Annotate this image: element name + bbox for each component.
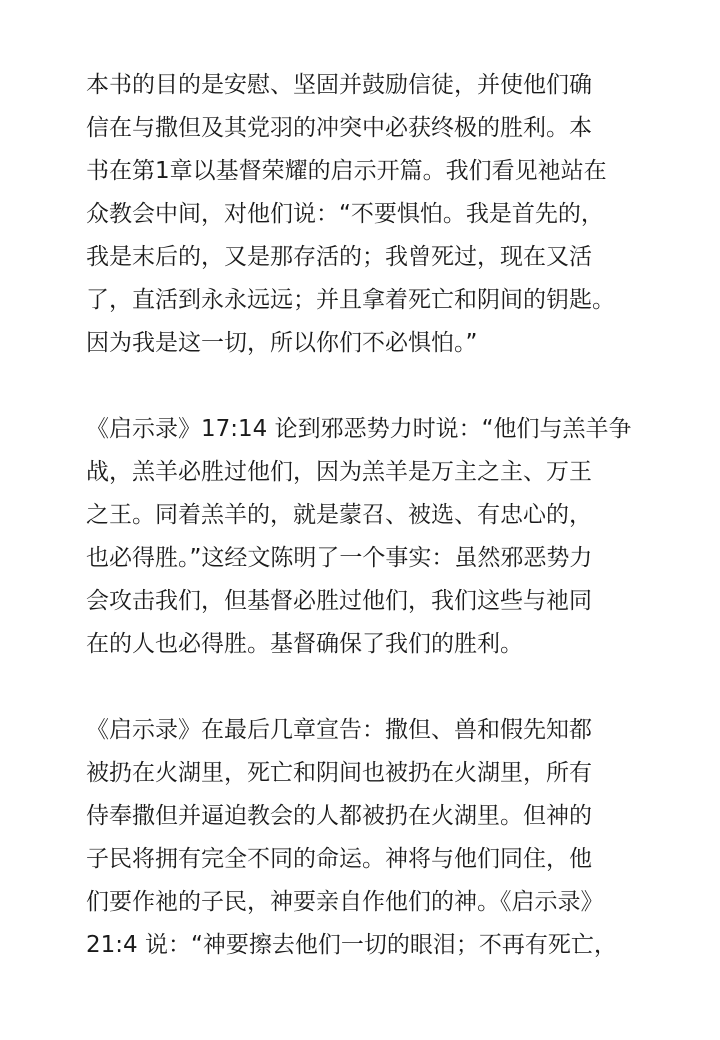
text-line: 因为我是这一切，所以你们不必惧怕。” [86, 330, 478, 356]
text-line: 我是末后的，又是那存活的；我曾死过，现在又活 [86, 244, 592, 270]
text-line: 书在第1章以基督荣耀的启示开篇。我们看见祂站在 [86, 158, 607, 184]
text-line: 战，羔羊必胜过他们，因为羔羊是万主之主、万王 [86, 459, 592, 485]
document-page [86, 64, 646, 1010]
text-line: 21:4 说：“神要擦去他们一切的眼泪；不再有死亡， [86, 932, 617, 958]
text-line: 也必得胜。”这经文陈明了一个事实：虽然邪恶势力 [86, 545, 593, 571]
text-line: 们要作祂的子民，神要亲自作他们的神。《启示录》 [86, 889, 604, 915]
text-line: 《启示录》17:14 论到邪恶势力时说：“他们与羔羊争 [86, 416, 632, 442]
text-line: 本书的目的是安慰、坚固并鼓励信徒，并使他们确 [86, 72, 592, 98]
text-line: 信在与撒但及其党羽的冲突中必获终极的胜利。本 [86, 115, 592, 141]
text-line: 了，直活到永永远远；并且拿着死亡和阴间的钥匙。 [86, 287, 615, 313]
text-line: 之王。同着羔羊的，就是蒙召、被选、有忠心的， [86, 502, 592, 528]
text-line: 在的人也必得胜。基督确保了我们的胜利。 [86, 631, 523, 657]
paragraph-2 [86, 408, 646, 666]
text-line: 众教会中间，对他们说：“不要惧怕。我是首先的， [86, 201, 604, 227]
text-line: 侍奉撒但并逼迫教会的人都被扔在火湖里。但神的 [86, 803, 592, 829]
paragraph-3 [86, 709, 646, 967]
text-line: 《启示录》在最后几章宣告：撒但、兽和假先知都 [86, 717, 592, 743]
text-line: 会攻击我们，但基督必胜过他们，我们这些与祂同 [86, 588, 592, 614]
text-line: 被扔在火湖里，死亡和阴间也被扔在火湖里，所有 [86, 760, 592, 786]
text-line: 子民将拥有完全不同的命运。神将与他们同住，他 [86, 846, 592, 872]
paragraph-1 [86, 64, 646, 365]
